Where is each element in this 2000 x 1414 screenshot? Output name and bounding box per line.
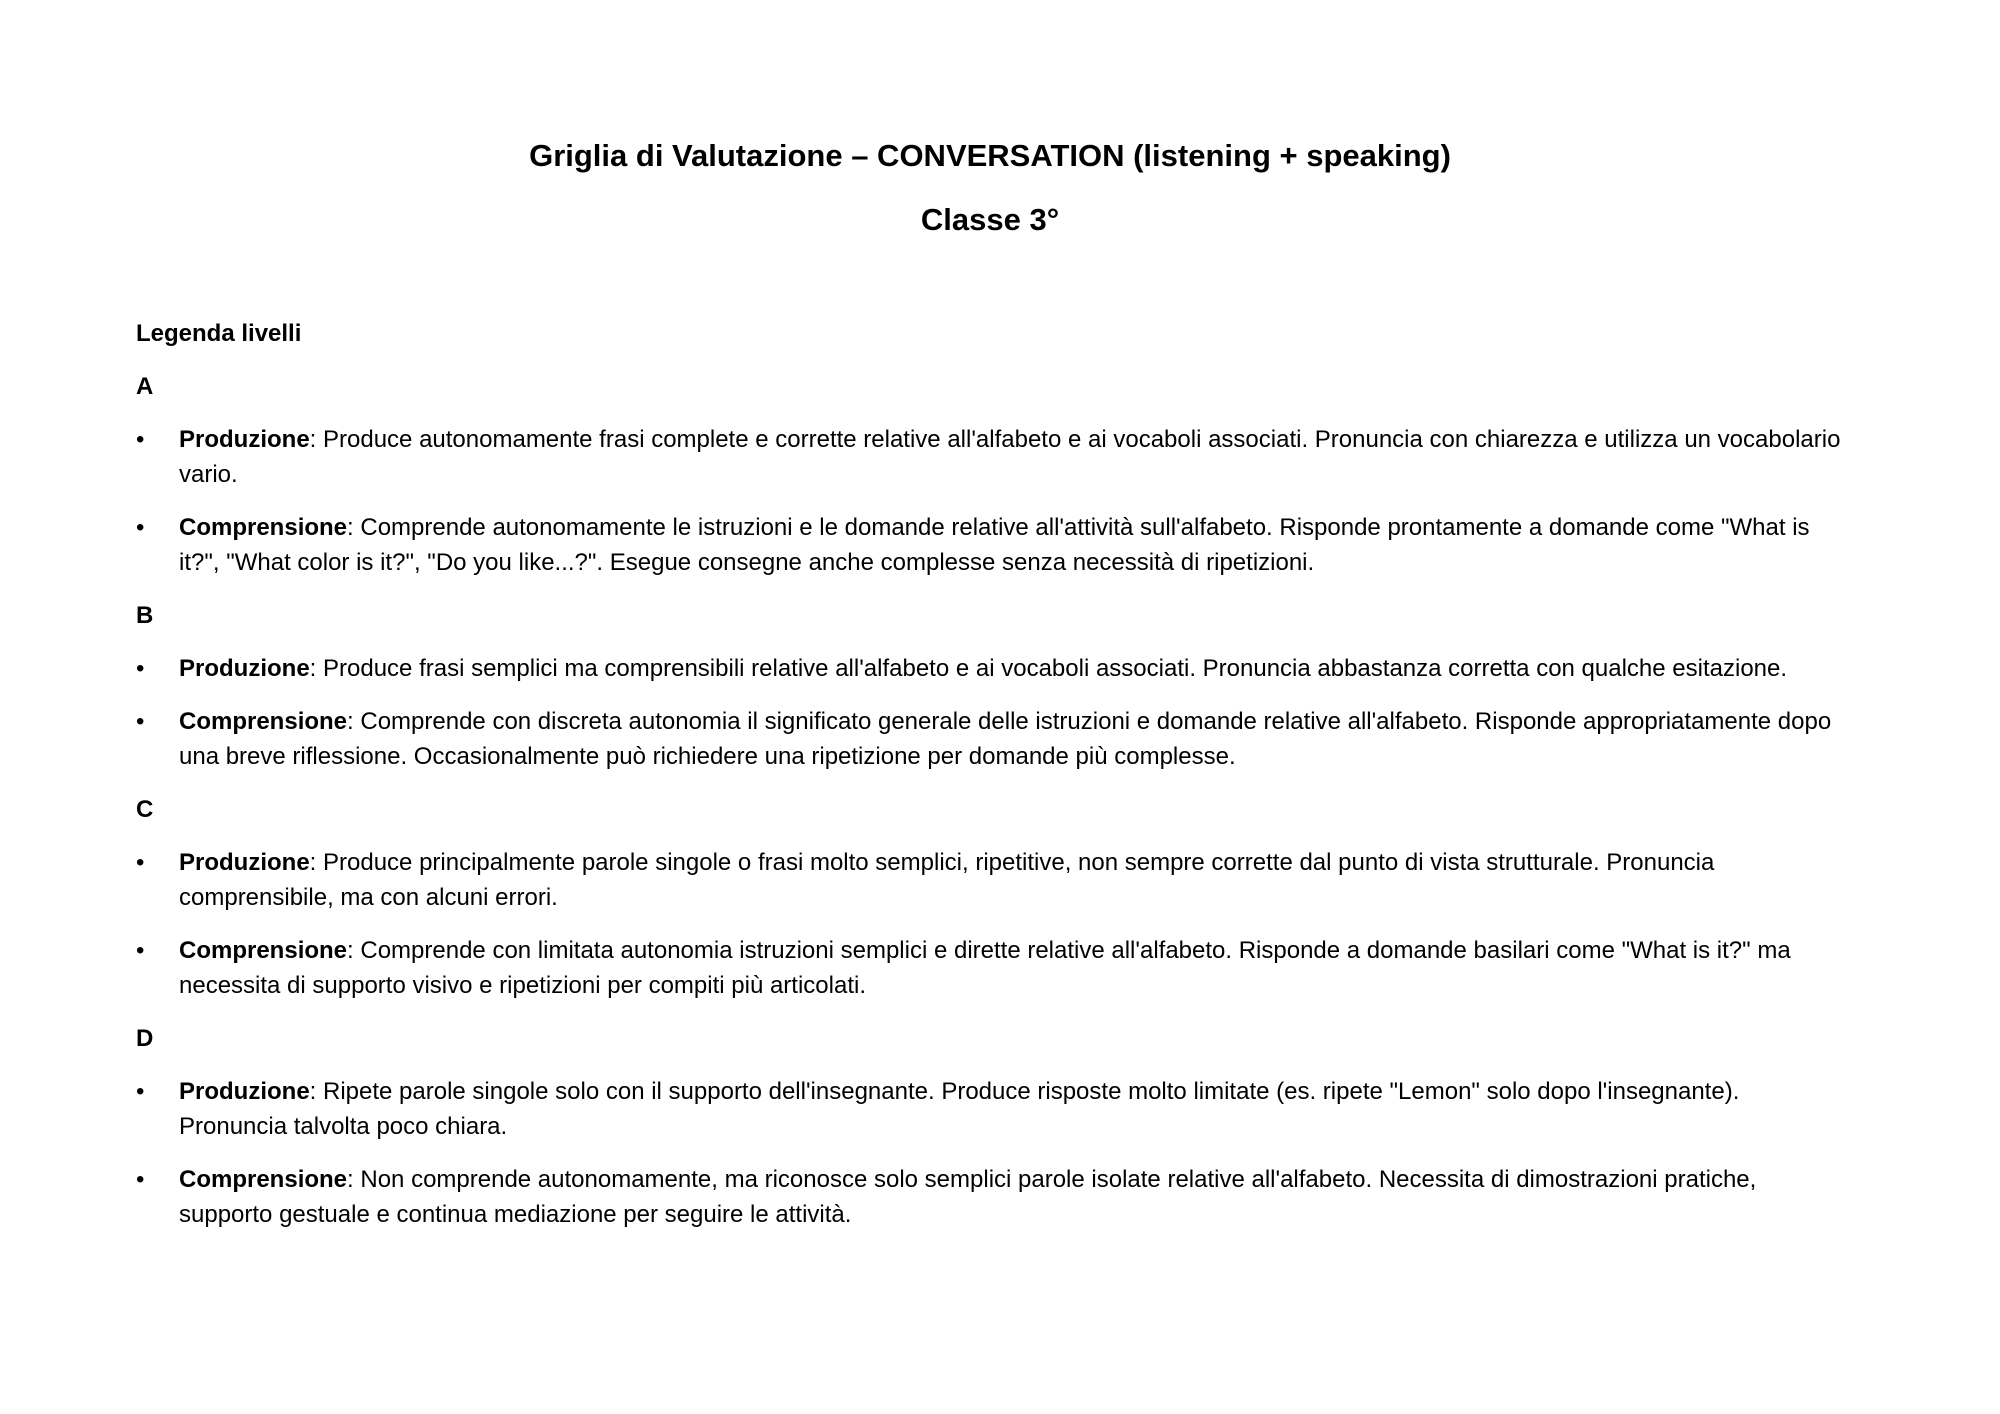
level-section-a (136, 369, 1848, 580)
criterion-item (136, 651, 1848, 686)
criterion-item (136, 510, 1848, 580)
criterion-text: : Produce frasi semplici ma comprensibili relative all'alfabeto e ai vocaboli associati. Pronuncia abbastanza corretta con qualche esitazione. (309, 655, 1788, 682)
criterion-item (136, 704, 1848, 774)
criterion-label: Produzione (179, 1078, 310, 1105)
document-subtitle: Classe 3° (920, 202, 1060, 237)
criterion-label: Produzione (179, 426, 310, 453)
level-letter: D (136, 1025, 154, 1052)
level-criteria-list (136, 845, 1848, 1003)
criterion-text: : Comprende con discreta autonomia il significato generale delle istruzioni e domande relative all'alfabeto. Risponde appropriatamente dopo una breve riflessione. Occasionalmente può richiedere una ripetizione per domande più complesse. (179, 708, 1832, 770)
level-criteria-list (136, 1074, 1848, 1232)
document-title: Griglia di Valutazione – CONVERSATION (listening + speaking) (529, 138, 1451, 173)
bullet-icon: • (136, 514, 145, 541)
criterion-label: Produzione (179, 849, 310, 876)
bullet-icon: • (136, 426, 145, 453)
criterion-text: : Produce principalmente parole singole o frasi molto semplici, ripetitive, non sempre corrette dal punto di vista strutturale. Pronuncia comprensibile, ma con alcuni errori. (179, 849, 1715, 911)
bullet-icon: • (136, 708, 145, 735)
bullet-icon: • (136, 849, 145, 876)
level-letter: C (136, 796, 154, 823)
bullet-icon: • (136, 937, 145, 964)
legend-heading: Legenda livelli (136, 320, 302, 347)
level-criteria-list (136, 651, 1848, 774)
criterion-item (136, 1162, 1848, 1232)
level-letter: A (136, 373, 154, 400)
bullet-icon: • (136, 1078, 145, 1105)
level-criteria-list (136, 422, 1848, 580)
level-section-b (136, 598, 1848, 774)
criterion-item (136, 933, 1848, 1003)
criterion-text: : Non comprende autonomamente, ma riconosce solo semplici parole isolate relative all'alfabeto. Necessita di dimostrazioni pratiche, supporto gestuale e continua mediazione per seguire le attività. (179, 1166, 1757, 1228)
criterion-text: : Comprende con limitata autonomia istruzioni semplici e dirette relative all'alfabeto. Risponde a domande basilari come "What is it?" ma necessita di supporto visivo e ripetizioni per compiti più articolati. (179, 937, 1791, 999)
bullet-icon: • (136, 1166, 145, 1193)
criterion-item (136, 1074, 1848, 1144)
criterion-text: : Produce autonomamente frasi complete e corrette relative all'alfabeto e ai vocaboli associati. Pronuncia con chiarezza e utilizza un vocabolario vario. (179, 426, 1841, 488)
criterion-text: : Comprende autonomamente le istruzioni e le domande relative all'attività sull'alfabeto. Risponde prontamente a domande come "What is it?", "What color is it?", "Do you like...?". Esegue consegne anche complesse senza necessità di ripetizioni. (179, 514, 1810, 576)
criterion-item (136, 845, 1848, 915)
criterion-text: : Ripete parole singole solo con il supporto dell'insegnante. Produce risposte molto limitate (es. ripete "Lemon" solo dopo l'insegnante). Pronuncia talvolta poco chiara. (179, 1078, 1740, 1140)
criterion-label: Comprensione (179, 514, 348, 541)
criterion-label: Comprensione (179, 937, 348, 964)
criterion-item (136, 422, 1848, 492)
level-section-c (136, 792, 1848, 1003)
level-letter: B (136, 602, 154, 629)
document-body (136, 316, 1848, 1250)
bullet-icon: • (136, 655, 145, 682)
criterion-label: Produzione (179, 655, 310, 682)
criterion-label: Comprensione (179, 708, 348, 735)
level-section-d (136, 1021, 1848, 1232)
criterion-label: Comprensione (179, 1166, 348, 1193)
